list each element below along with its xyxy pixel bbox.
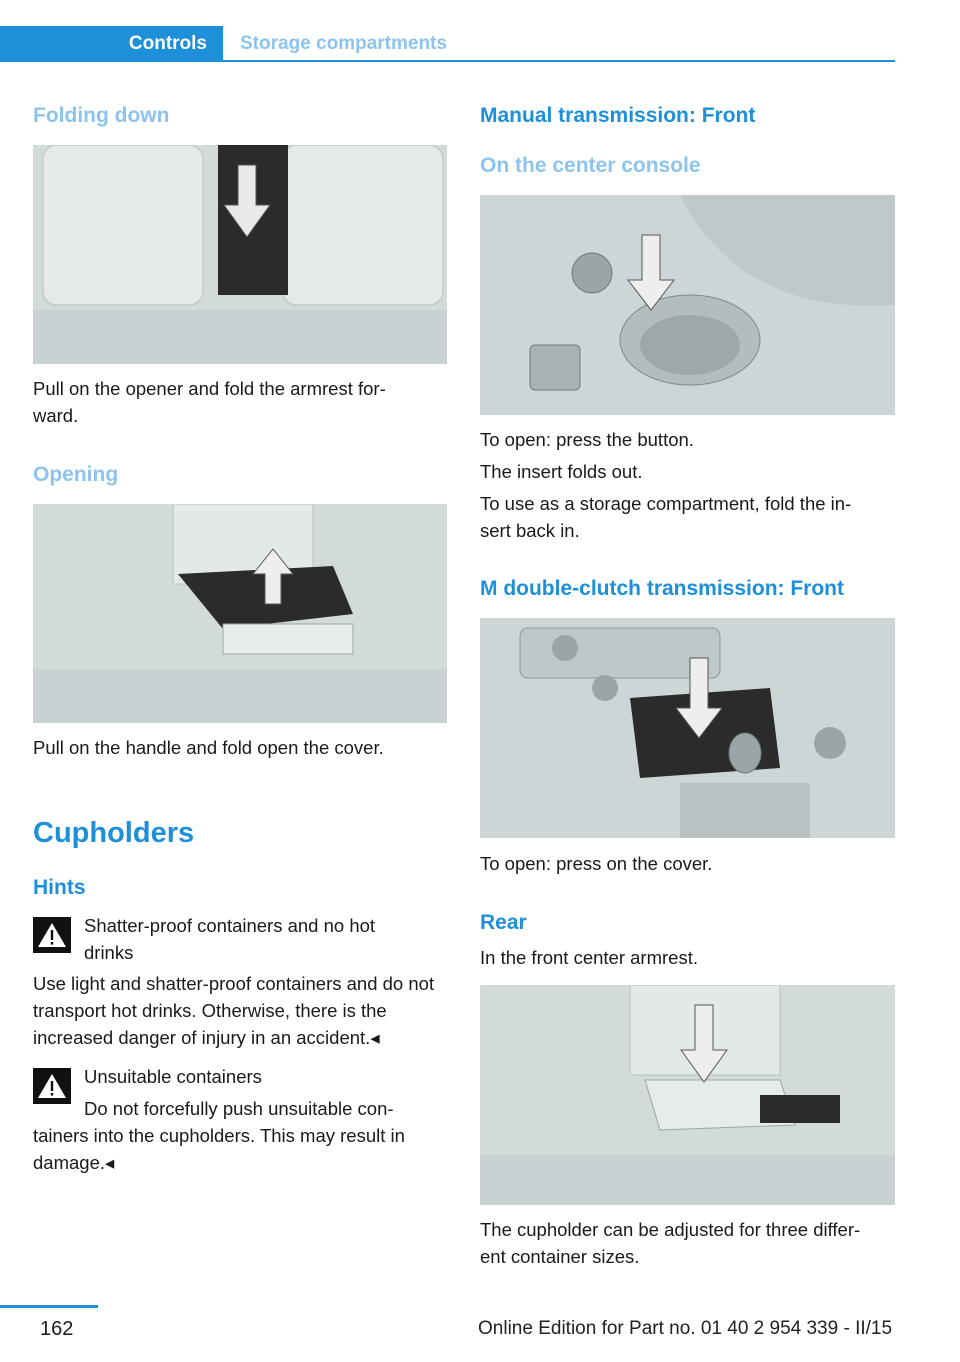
heading-hints: Hints (33, 876, 86, 899)
figure-mdct (480, 618, 895, 838)
heading-folding-down: Folding down (33, 104, 170, 127)
text-manual-2: The insert folds out. (480, 461, 643, 482)
tab-storage-compartments[interactable]: Storage compartments (240, 33, 447, 54)
figure-rear (480, 985, 895, 1205)
heading-mdct: M double-clutch transmission: Front (480, 577, 845, 600)
text-opening: Pull on the handle and fold open the cover. (33, 737, 384, 758)
footer-divider (0, 1305, 98, 1308)
warning-icon (33, 917, 71, 953)
heading-cupholders: Cupholders (33, 817, 195, 849)
heading-manual-transmission: Manual transmission: Front (480, 104, 756, 127)
figure-folding-down (33, 145, 447, 364)
header-divider (223, 60, 895, 62)
text-rear: The cupholder can be adjusted for three differ- ent container sizes. (480, 1219, 861, 1267)
text-folding-down: Pull on the opener and fold the armrest for- ward. (33, 378, 386, 426)
text-manual-1: To open: press the button. (480, 429, 694, 450)
text-manual-3: To use as a storage compartment, fold the in- sert back in. (480, 493, 852, 541)
heading-opening: Opening (33, 463, 119, 486)
warning2-body-rest: tainers into the cupholders. This may result in damage.◂ (33, 1125, 405, 1173)
heading-rear: Rear (480, 911, 527, 934)
footer-edition: Online Edition for Part no. 01 40 2 954 339 - II/15 (478, 1318, 893, 1339)
text-mdct: To open: press on the cover. (480, 853, 713, 874)
tab-controls[interactable]: Controls (0, 26, 223, 62)
figure-center-console (480, 195, 895, 415)
text-rear-intro: In the front center armrest. (480, 947, 698, 968)
warning1-title: Shatter-proof containers and no hot drinks (84, 915, 376, 963)
figure-opening (33, 504, 447, 723)
warning2-title: Unsuitable containers (84, 1066, 262, 1087)
warning-icon (33, 1068, 71, 1104)
warning1-body: Use light and shatter-proof containers and do not transport hot drinks. Otherwise, there is the increased danger of injury in an accident.◂ (33, 973, 435, 1048)
page-number: 162 (40, 1318, 74, 1340)
subheading-center-console: On the center console (480, 154, 701, 177)
warning2-body-first: Do not forcefully push unsuitable con- (84, 1098, 394, 1119)
